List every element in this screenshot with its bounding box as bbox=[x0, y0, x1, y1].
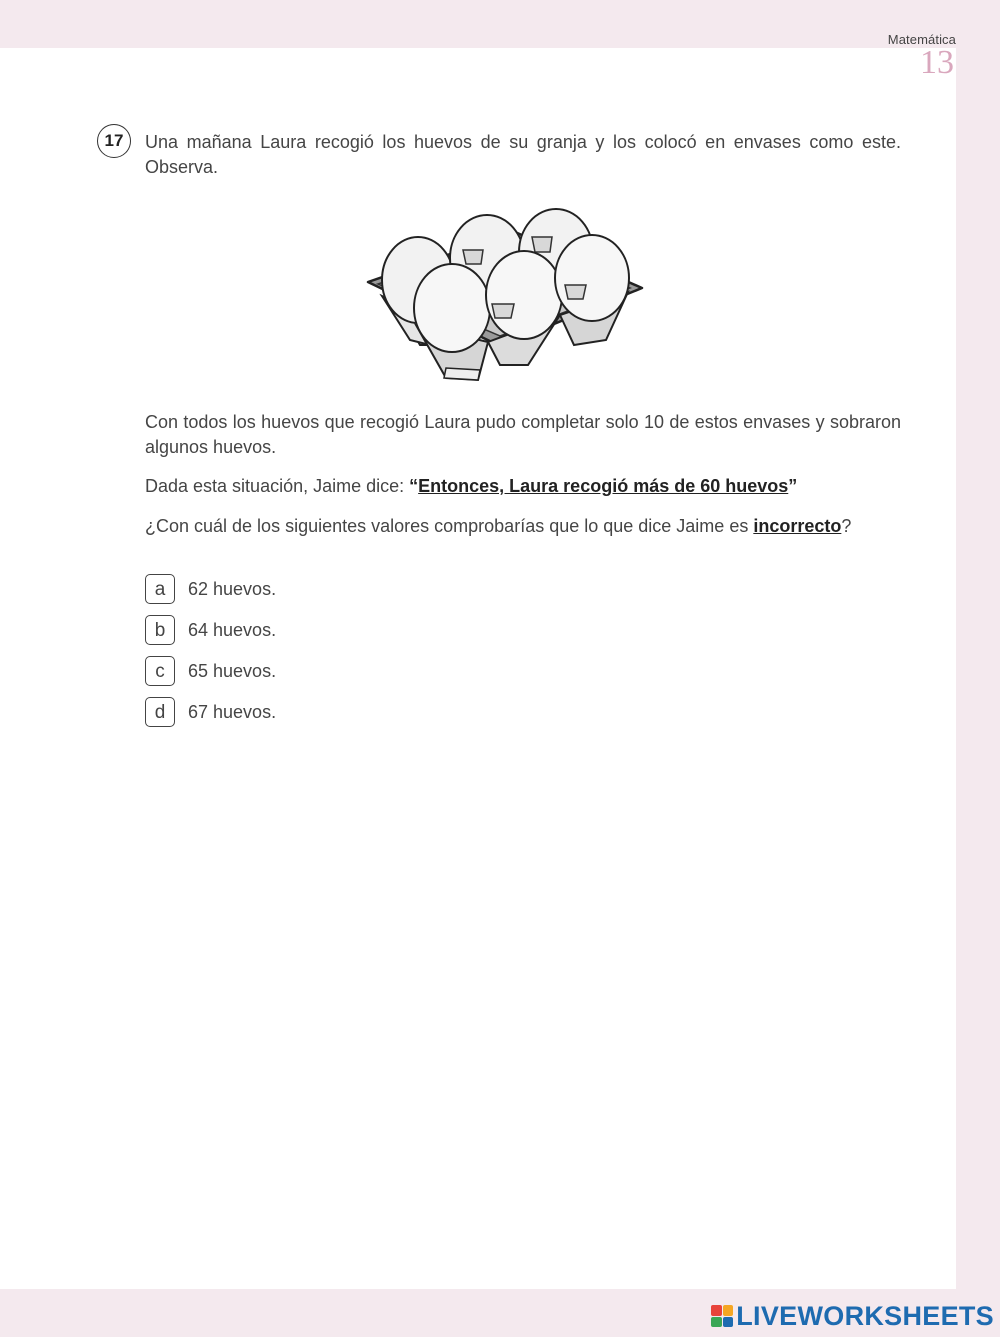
option-d-checkbox[interactable]: d bbox=[145, 697, 175, 727]
situation-text: Con todos los huevos que recogió Laura pudo completar solo 10 de estos envases y sobraron algunos huevos. bbox=[145, 412, 901, 457]
logo-cell-l bbox=[711, 1305, 722, 1316]
option-b-checkbox[interactable]: b bbox=[145, 615, 175, 645]
option-b[interactable] bbox=[145, 614, 276, 646]
claim-prefix: Dada esta situación, Jaime dice: bbox=[145, 476, 410, 496]
liveworksheets-brand bbox=[711, 1299, 994, 1333]
option-c[interactable] bbox=[145, 655, 276, 687]
option-a[interactable] bbox=[145, 573, 276, 605]
claim-text bbox=[145, 474, 901, 499]
option-a-label: 62 huevos. bbox=[188, 578, 277, 599]
question-intro: Una mañana Laura recogió los huevos de su granja y los colocó en envases como este. Observa. bbox=[145, 132, 901, 177]
claim-statement: Entonces, Laura recogió más de 60 huevos bbox=[418, 476, 789, 496]
egg-carton-icon bbox=[360, 200, 650, 390]
brand-name: LIVEWORKSHEETS bbox=[736, 1300, 994, 1331]
ask-text bbox=[145, 514, 901, 539]
logo-cell-e bbox=[723, 1317, 734, 1328]
logo-cell-v bbox=[711, 1317, 722, 1328]
subject-label: Matemática bbox=[887, 32, 956, 47]
option-c-checkbox[interactable]: c bbox=[145, 656, 175, 686]
liveworksheets-logo-icon bbox=[711, 1305, 733, 1327]
option-d[interactable] bbox=[145, 696, 276, 728]
option-b-label: 64 huevos. bbox=[188, 619, 277, 640]
ask-suffix: ? bbox=[841, 516, 852, 536]
question-number: 17 bbox=[97, 124, 131, 158]
logo-cell-i bbox=[723, 1305, 734, 1316]
claim-open-quote: “ bbox=[409, 476, 419, 496]
ask-prefix: ¿Con cuál de los siguientes valores comprobarías que lo que dice Jaime es bbox=[145, 516, 754, 536]
option-d-label: 67 huevos. bbox=[188, 701, 277, 722]
page-number: 13 bbox=[920, 44, 954, 81]
ask-emphasis: incorrecto bbox=[753, 516, 842, 536]
option-c-label: 65 huevos. bbox=[188, 660, 277, 681]
claim-close-quote: ” bbox=[788, 476, 798, 496]
claim-quote bbox=[409, 476, 797, 496]
option-a-checkbox[interactable]: a bbox=[145, 574, 175, 604]
